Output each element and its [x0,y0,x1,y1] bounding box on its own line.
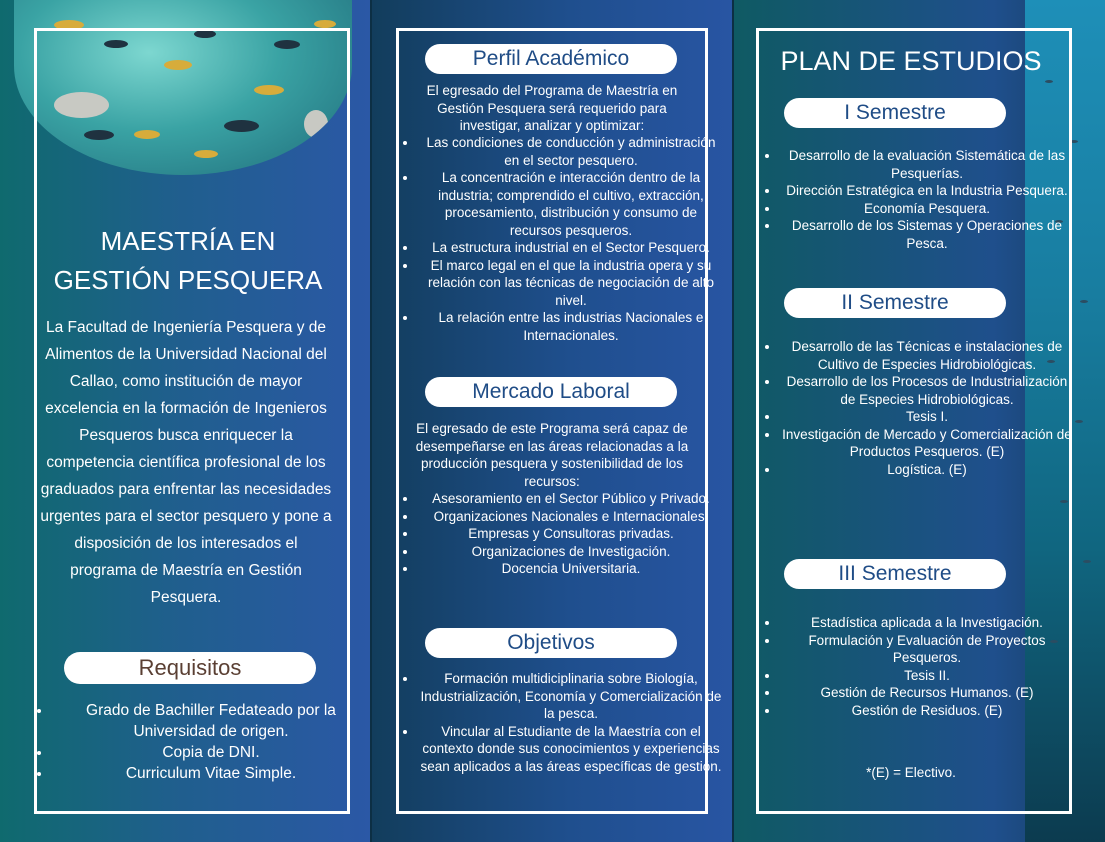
mercado-list [398,490,724,578]
list-item: • Gestión de Recursos Humanos. (E) [780,684,1074,702]
list-item: • Investigación de Mercado y Comercialización de Productos Pesqueros. (E) [780,426,1074,461]
list-item: • Las condiciones de conducción y administración en el sector pesquero. [418,134,724,169]
list-item: • Tesis II. [780,667,1074,685]
sem2-list [760,338,1074,478]
sem3-list [760,614,1074,719]
list-item: • Organizaciones Nacionales e Internacionales. [418,508,724,526]
list-item: • La concentración e interacción dentro de la industria; comprendido el cultivo, extracción, procesamiento, distribución y consumo de recursos pesqueros. [418,169,724,239]
requisitos-heading: Requisitos [64,652,316,684]
sem3-heading: III Semestre [784,559,1006,589]
middle-panel [372,0,732,842]
list-item: • Estadística aplicada a la Investigación. [780,614,1074,632]
list-item: • Formación multidiciplinaria sobre Biología, Industrialización, Economía y Comercialización de la pesca. [418,670,724,723]
list-item: • Grado de Bachiller Fedateado por la Universidad de origen. [52,700,370,742]
left-panel [0,0,370,842]
list-item: • Tesis I. [780,408,1074,426]
list-item: • Empresas y Consultoras privadas. [418,525,724,543]
list-item: • Gestión de Residuos. (E) [780,702,1074,720]
list-item: • Desarrollo de la evaluación Sistemática de las Pesquerías. [780,147,1074,182]
requisitos-list [24,700,370,784]
mercado-intro: El egresado de este Programa será capaz de desempeñarse en las áreas relacionadas a la producción pesquera y sostenibilidad de los recursos: [415,421,689,489]
list-item: • Docencia Universitaria. [418,560,724,578]
list-item: • Formulación y Evaluación de Proyectos Pesqueros. [780,632,1074,667]
right-panel [734,0,1105,842]
perfil-intro: El egresado del Programa de Maestría en Gestión Pesquera será requerido para investigar, analizar y optimizar: [426,83,678,133]
list-item: • La estructura industrial en el Sector Pesquero. [418,239,724,257]
sem1-heading: I Semestre [784,98,1006,128]
list-item: • Desarrollo de los Sistemas y Operaciones de Pesca. [780,217,1074,252]
perfil-heading: Perfil Académico [425,44,677,74]
elective-note: *(E) = Electivo. [866,765,956,780]
mercado-heading: Mercado Laboral [425,377,677,407]
objetivos-list [398,670,724,775]
list-item: • Logística. (E) [780,461,1074,479]
list-item: • Curriculum Vitae Simple. [52,763,370,784]
list-item: • Desarrollo de los Procesos de Industrialización de Especies Hidrobiológicas. [780,373,1074,408]
list-item: • Economía Pesquera. [780,200,1074,218]
list-item: • Desarrollo de las Técnicas e instalaciones de Cultivo de Especies Hidrobiológicas. [780,338,1074,373]
list-item: • Dirección Estratégica en la Industria Pesquera. [780,182,1074,200]
perfil-list [398,134,724,344]
list-item: • Vincular al Estudiante de la Maestría con el contexto donde sus conocimientos y experiencias sean aplicados a las áreas específicas de gestión. [418,723,724,776]
sem2-heading: II Semestre [784,288,1006,318]
objetivos-heading: Objetivos [425,628,677,658]
list-item: • Copia de DNI. [52,742,370,763]
list-item: • Asesoramiento en el Sector Público y Privado. [418,490,724,508]
list-item: • Organizaciones de Investigación. [418,543,724,561]
plan-title: PLAN DE ESTUDIOS [780,46,1042,76]
intro-paragraph: La Facultad de Ingeniería Pesquera y de Alimentos de la Universidad Nacional del Callao, como institución de mayor excelencia en la formación de Ingenieros Pesqueros busca enriquecer la competencia científica profesional de los graduados para enfrentar las necesidades urgentes para el sector pesquero y pone a disposición de los interesados el programa de Maestría en Gestión Pesquera. [40,319,332,606]
list-item: • El marco legal en el que la industria opera y su relación con las técnicas de negociación de alto nivel. [418,257,724,310]
list-item: • La relación entre las industrias Nacionales e Internacionales. [418,309,724,344]
sem1-list [760,147,1074,252]
program-title: MAESTRÍA EN GESTIÓN PESQUERA [53,226,323,295]
